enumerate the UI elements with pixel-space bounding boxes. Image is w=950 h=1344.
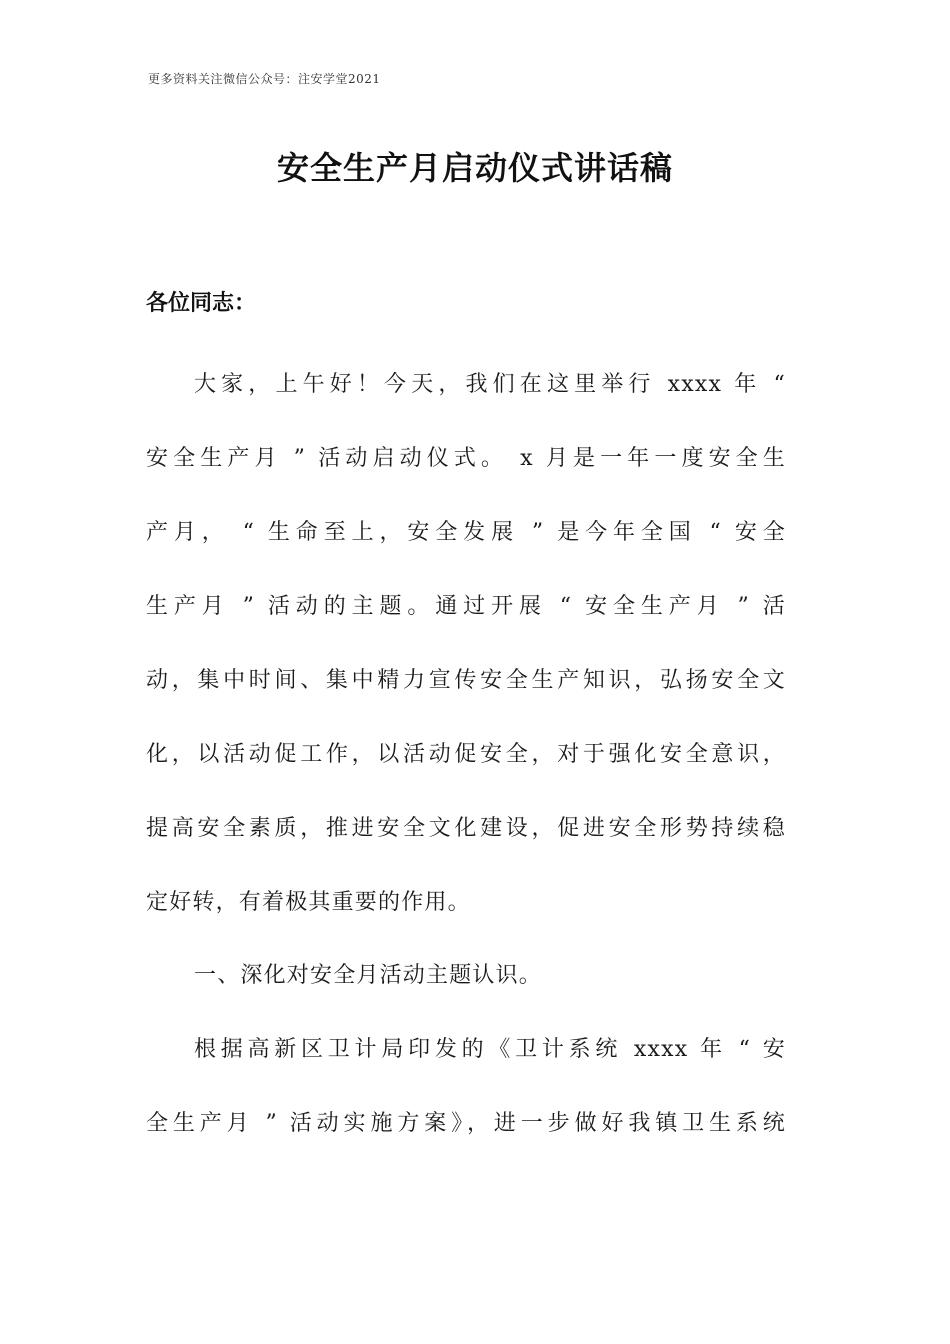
salutation: 各位同志： xyxy=(146,291,257,316)
paragraph-line: 化，以活动促工作，以活动促安全，对于强化安全意识， xyxy=(146,742,786,767)
paragraph-line: 根据高新区卫计局印发的《卫计系统 xxxx 年 “ 安 xyxy=(194,1037,786,1062)
paragraph-line: 定好转，有着极其重要的作用。 xyxy=(146,890,471,915)
paragraph-line: 生产月 ” 活动的主题。通过开展 “ 安全生产月 ” 活 xyxy=(146,594,786,619)
paragraph-line: 安全生产月 ” 活动启动仪式。 x 月是一年一度安全生 xyxy=(146,446,786,471)
paragraph-line: 产月， “ 生命至上，安全发展 ” 是今年全国 “ 安全 xyxy=(146,520,786,545)
paragraph-section-1 xyxy=(146,1013,786,1161)
section-heading-text: 一、深化对安全月活动主题认识。 xyxy=(194,963,543,988)
paragraph-line: 大家，上午好！今天，我们在这里举行 xxxx 年 “ xyxy=(194,372,786,397)
header-note: 更多资料关注微信公众号：注安学堂2021 xyxy=(148,72,381,86)
paragraph-line: 动，集中时间、集中精力宣传安全生产知识，弘扬安全文 xyxy=(146,668,786,693)
section-heading-1 xyxy=(146,939,786,1013)
paragraph-opening xyxy=(146,348,786,940)
document-title: 安全生产月启动仪式讲话稿 xyxy=(276,149,673,187)
paragraph-line: 提高安全素质，推进安全文化建设，促进安全形势持续稳 xyxy=(146,816,786,841)
paragraph-line: 全生产月 ” 活动实施方案》，进一步做好我镇卫生系统 xyxy=(146,1111,786,1136)
